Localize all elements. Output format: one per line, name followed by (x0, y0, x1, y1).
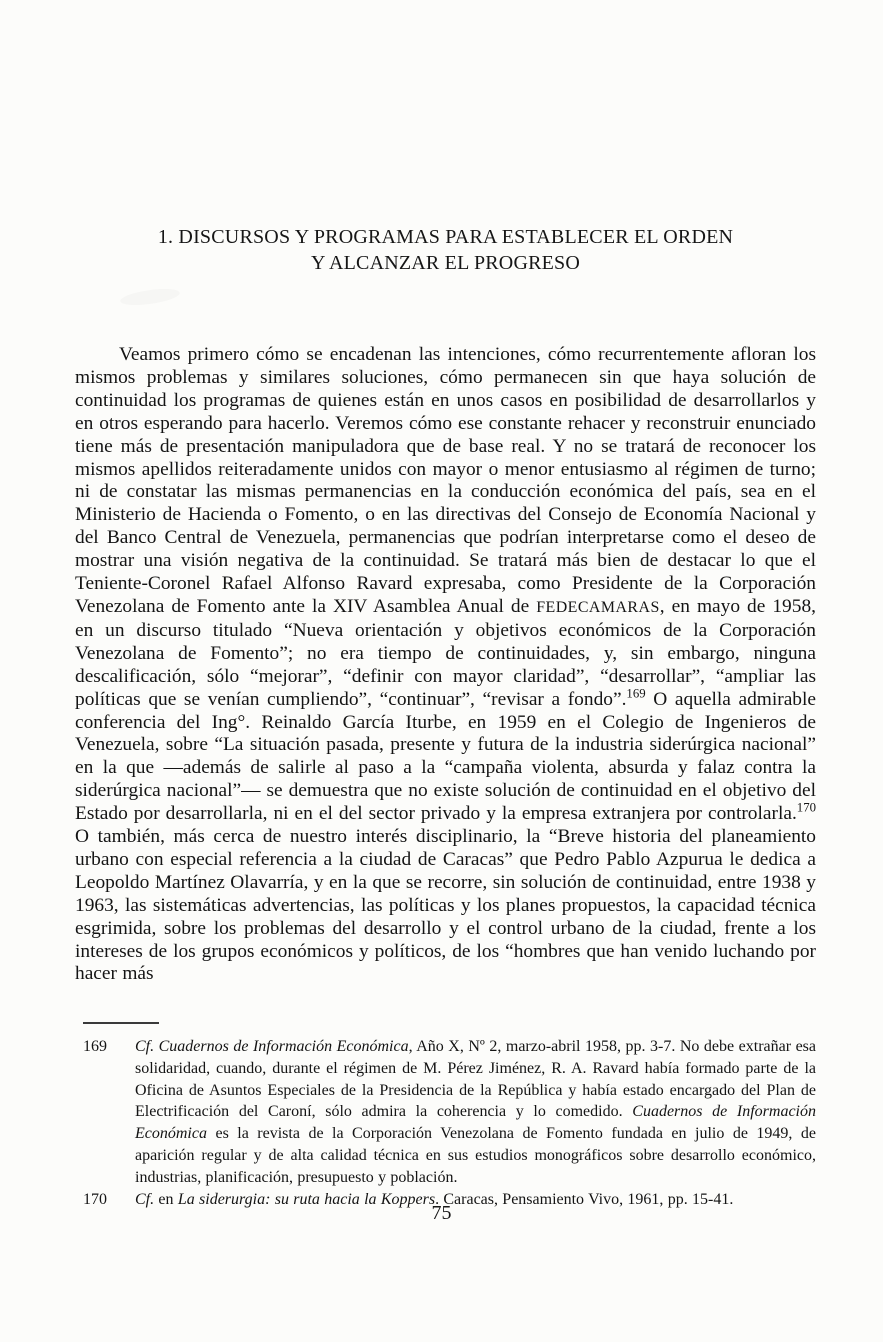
body-block (75, 344, 816, 986)
section-title-line-1: 1. DISCURSOS Y PROGRAMAS PARA ESTABLECER EL ORDEN (157, 226, 734, 248)
footnote-number: 170 (83, 1190, 107, 1208)
page-number: 75 (431, 1202, 452, 1224)
footnote-text: Cf. en La siderurgia: su ruta hacia la Koppers. Caracas, Pensamiento Vivo, 1961, pp. 15-41. (135, 1190, 734, 1208)
section-title-line-2: Y ALCANZAR EL PROGRESO (310, 252, 581, 274)
footnotes-section (83, 1036, 816, 1210)
body-paragraph: Veamos primero cómo se encadenan las intenciones, cómo recurrentemente afloran los mismos problemas y similares soluciones, cómo permanecen sin que haya solución de continuidad los programas de quienes están en unos casos en posibilidad de desarrollarlos y en otros esperando para hacerlo. Veremos cómo ese constante rehacer y reconstruir enunciado tiene más de presentación manipuladora que de base real. Y no se tratará de reconocer los mismos apellidos reiteradamente unidos con mayor o menor entusiasmo al régimen de turno; ni de constatar las mismas permanencias en la conducción económica del país, sea en el Ministerio de Hacienda o Fomento, o en las directivas del Consejo de Economía Nacional y del Banco Central de Venezuela, permanencias que podrían interpretarse como el deseo de mostrar una visión negativa de la continuidad. Se tratará más bien de destacar lo que el Teniente-Coronel Rafael Alfonso Ravard expresaba, como Presidente de la Corporación Venezolana de Fomento ante la XIV Asamblea Anual de FEDECAMARAS, en mayo de 1958, en un discurso titulado “Nueva orientación y objetivos económicos de la Corporación Venezolana de Fomento”; no era tiempo de continuidades, y, sin embargo, ninguna descalificación, sólo “mejorar”, “definir con mayor claridad”, “desarrollar”, “ampliar las políticas que se venían cumpliendo”, “continuar”, “revisar a fondo”.$^{169}$ O aquella admirable conferencia del Ing°. Reinaldo García Iturbe, en 1959 en el Colegio de Ingenieros de Venezuela, sobre “La situación pasada, presente y futura de la industria siderúrgica nacional” en la que —además de salirle al paso a la “campaña violenta, absurda y falaz contra la siderúrgica nacional”— se demuestra que no existe solución de continuidad en el objetivo del Estado por desarrollarla, ni en el del sector privado y la empresa extranjera por controlarla.$^{170}$ O también, más cerca de nuestro interés disciplinario, la “Breve historia del planeamiento urbano con especial referencia a la ciudad de Caracas” que Pedro Pablo Azpurua le dedica a Leopoldo Martínez Olavarría, y en la que se recorre, sin solución de continuidad, entre 1938 y 1963, las sistemáticas advertencias, las políticas y los planes propuestos, la capacidad técnica esgrimida, sobre los problemas del desarrollo y el control urbano de la ciudad, frente a los intereses de los grupos económicos y políticos, de los “hombres que han venido luchando por hacer más (75, 344, 816, 985)
footnote-number: 169 (83, 1038, 107, 1055)
section-title (75, 224, 816, 276)
footnote-text: Cf. Cuadernos de Información Económica, Año X, Nº 2, marzo-abril 1958, pp. 3-7. No debe extrañar esa solidaridad, cuando, durante el régimen de M. Pérez Jiménez, R. A. Ravard había formado parte de la Oficina de Asuntos Especiales de la Presidencia de la República y había estado encargado del Plan de Electrificación del Caroní, sólo admira la coherencia y lo comedido. Cuadernos de Información Económica es la revista de la Corporación Venezolana de Fomento fundada en julio de 1949, de aparición regular y de alta calidad técnica en sus estudios monográficos sobre desarrollo económico, industrias, planificación, presupuesto y población. (135, 1038, 817, 1186)
footnote-169 (83, 1036, 816, 1189)
footnote-separator (83, 1022, 159, 1024)
